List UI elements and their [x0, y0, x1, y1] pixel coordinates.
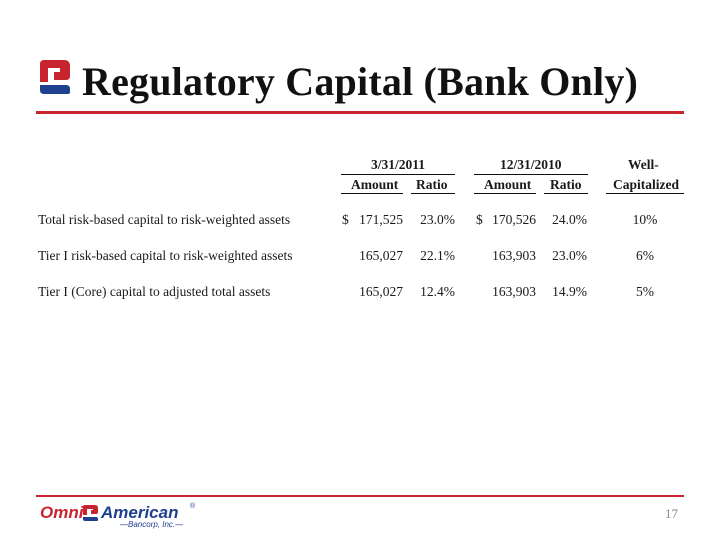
table-row-label: Total risk-based capital to risk-weighted assets: [38, 212, 291, 227]
page-number: 17: [665, 506, 678, 521]
table-cell-ratio-2: 23.0%: [552, 248, 587, 263]
header-well-line1: Well-: [628, 157, 659, 172]
brand-omni-text: Omni: [40, 503, 84, 522]
header-period-2: 12/31/2010: [500, 157, 562, 172]
table-cell-amount-1: 171,525: [359, 212, 403, 227]
header-period-1-underline: [341, 174, 455, 175]
header-period-1: 3/31/2011: [371, 157, 426, 172]
table-cell-ratio-1: 23.0%: [420, 212, 455, 227]
header-period-2-underline: [474, 174, 588, 175]
table-row-label: Tier I risk-based capital to risk-weighted assets: [38, 248, 293, 263]
table-cell-ratio-1: 12.4%: [420, 284, 455, 299]
slide-title: Regulatory Capital (Bank Only): [82, 59, 639, 104]
table-cell-ratio-1: 22.1%: [420, 248, 455, 263]
header-amount-1: Amount: [351, 177, 399, 192]
table-cell-ratio-2: 24.0%: [552, 212, 587, 227]
currency-symbol: $: [476, 212, 483, 227]
company-logo-icon: [36, 58, 74, 96]
title-divider: [36, 111, 684, 114]
table-cell-well: 6%: [636, 248, 654, 263]
brand-registered-mark: ®: [190, 503, 196, 510]
header-well-underline: [606, 193, 684, 194]
header-ratio-2: Ratio: [550, 177, 582, 192]
header-ratio-2-underline: [544, 193, 588, 194]
table-cell-amount-2: 163,903: [492, 248, 536, 263]
brand-subtitle: —Bancorp, Inc.—: [120, 520, 184, 529]
header-ratio-1: Ratio: [416, 177, 448, 192]
table-cell-amount-2: 163,903: [492, 284, 536, 299]
brand-logo: [40, 503, 210, 529]
table-cell-ratio-2: 14.9%: [552, 284, 587, 299]
header-amount-2: Amount: [484, 177, 532, 192]
header-amount-2-underline: [474, 193, 536, 194]
table-cell-well: 5%: [636, 284, 654, 299]
table-cell-amount-1: 165,027: [359, 248, 403, 263]
header-ratio-1-underline: [411, 193, 455, 194]
brand-mark-icon: [82, 504, 100, 522]
currency-symbol: $: [342, 212, 349, 227]
table-cell-amount-1: 165,027: [359, 284, 403, 299]
table-row-label: Tier I (Core) capital to adjusted total assets: [38, 284, 271, 299]
header-amount-1-underline: [341, 193, 403, 194]
table-cell-amount-2: 170,526: [492, 212, 536, 227]
table-cell-well: 10%: [632, 212, 658, 227]
brand-american-text: American: [101, 503, 179, 522]
header-well-line2: Capitalized: [613, 177, 679, 192]
footer-divider: [36, 495, 684, 497]
